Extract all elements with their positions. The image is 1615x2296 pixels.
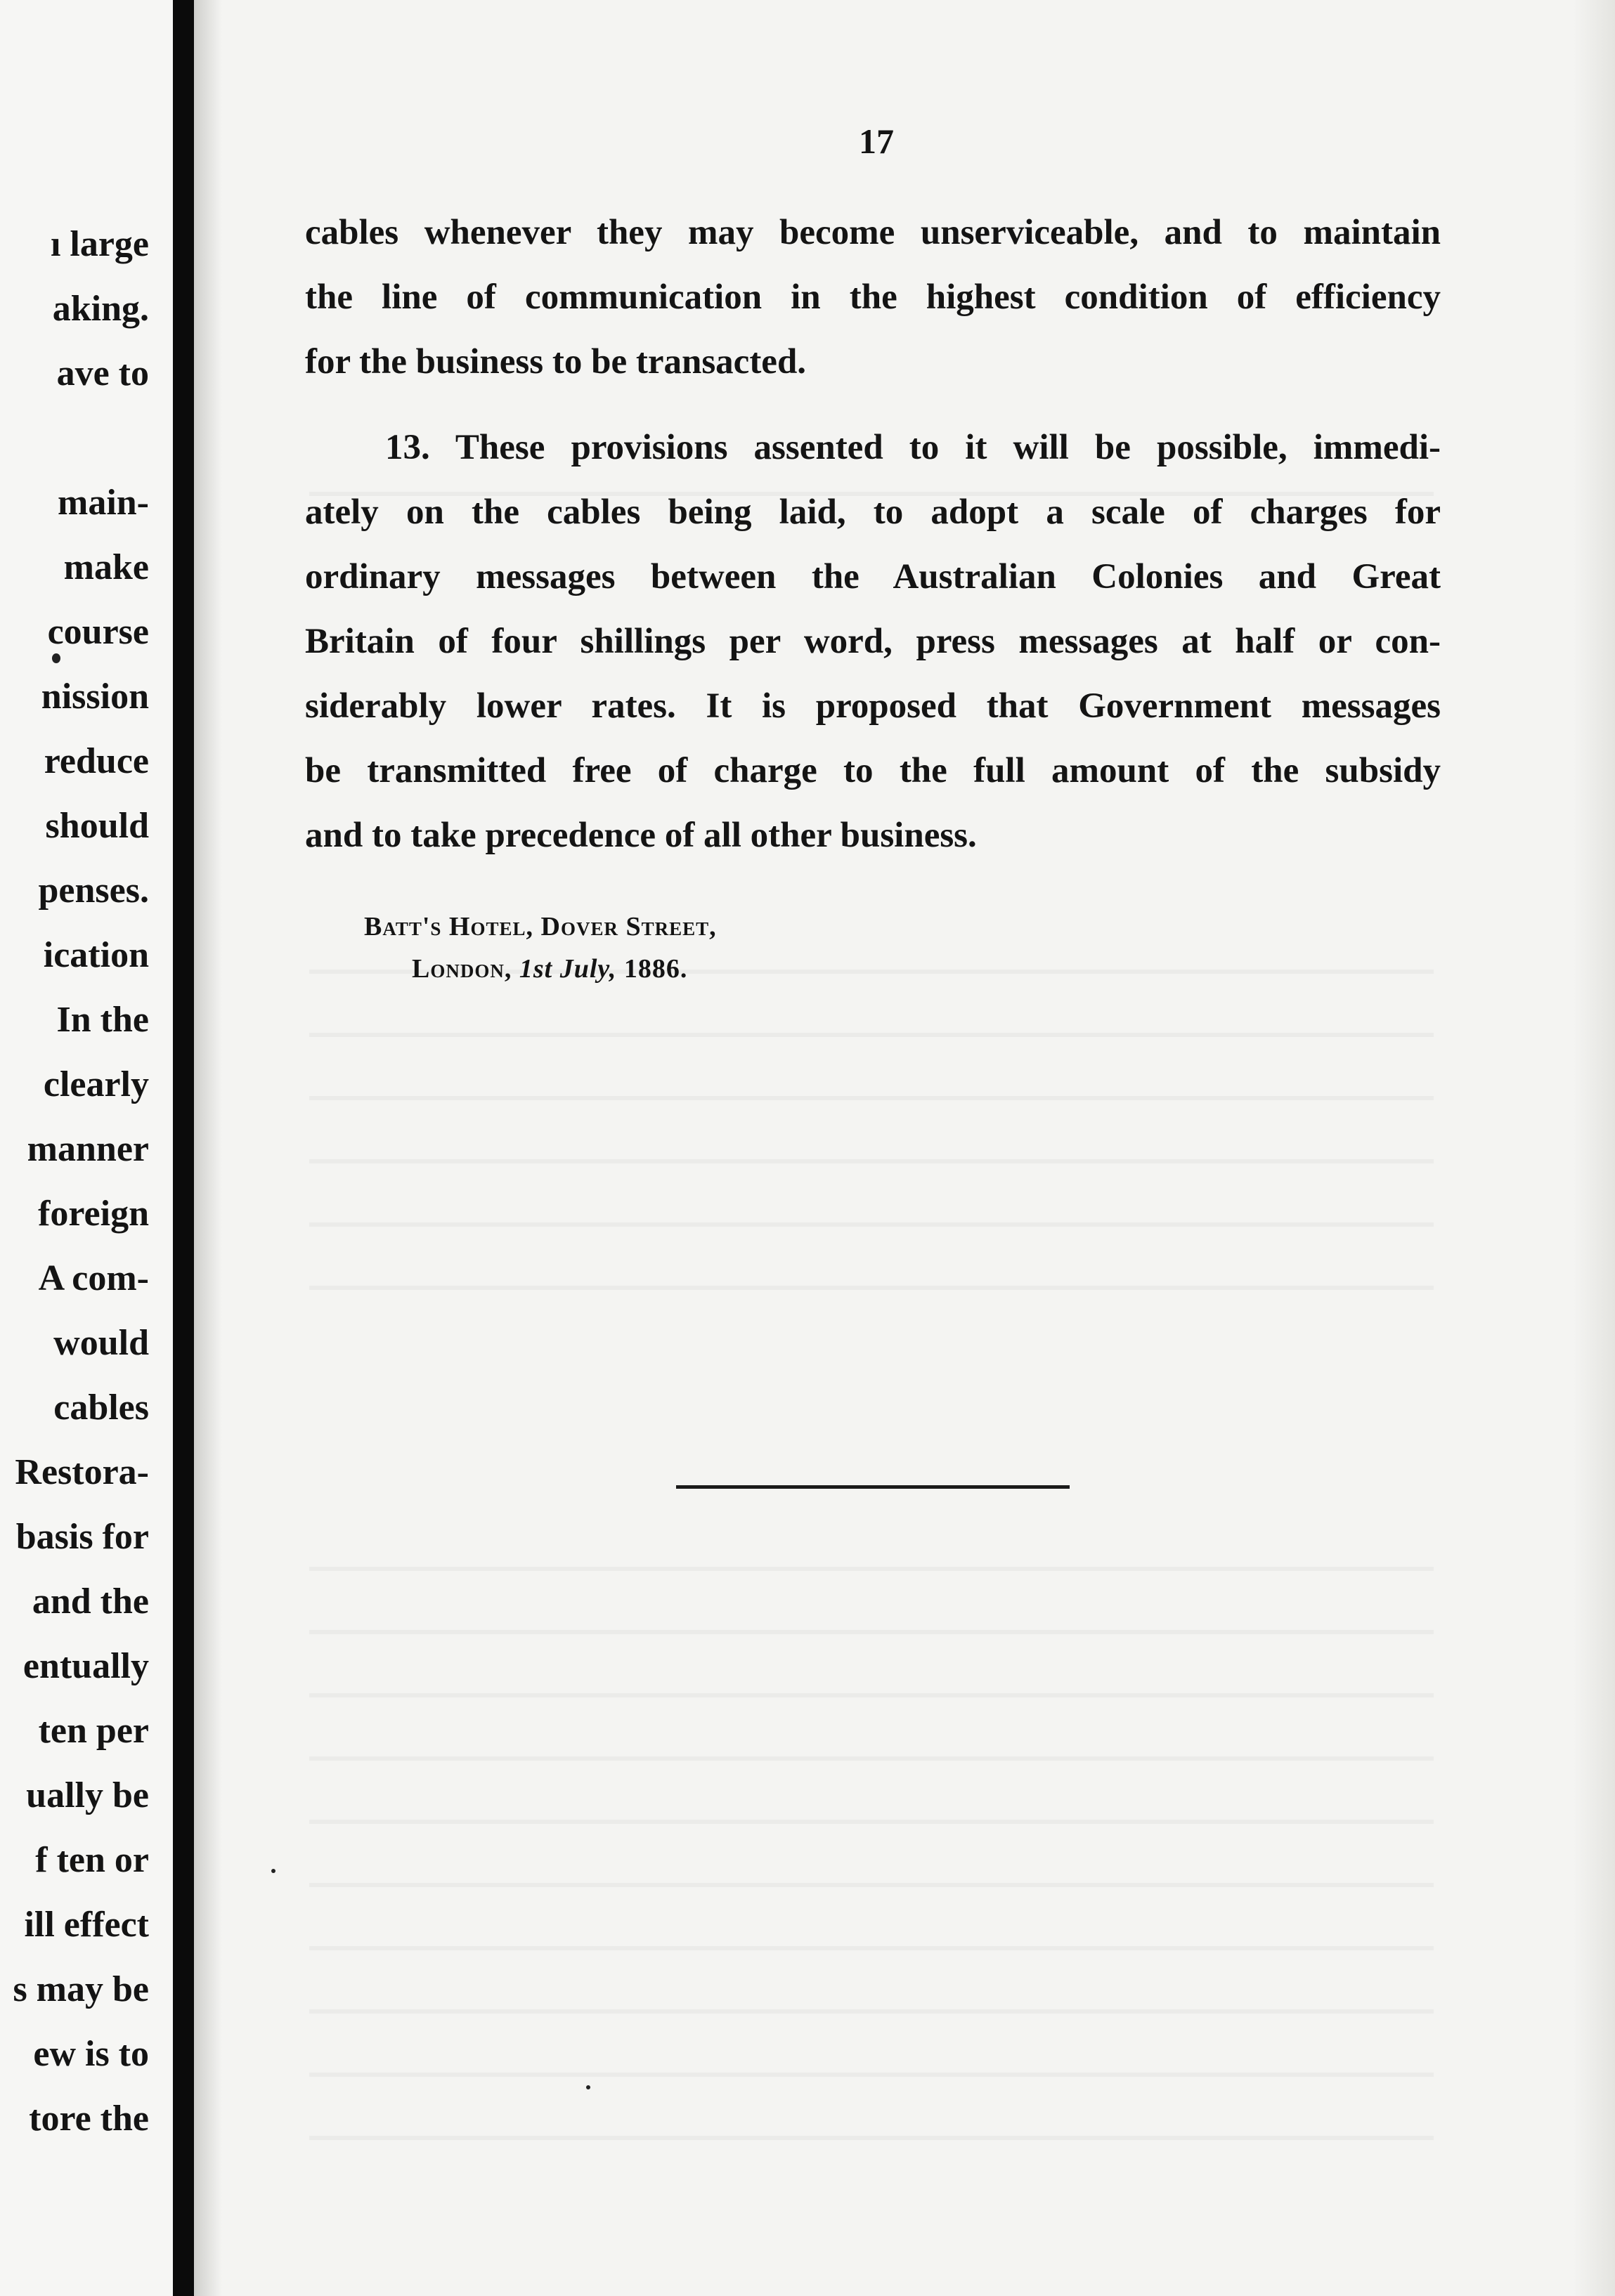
show-through xyxy=(309,2073,1434,2077)
facing-page-line: entually xyxy=(22,1646,149,1686)
facing-page-line: Restora- xyxy=(15,1452,149,1492)
signature-city: London, xyxy=(412,954,512,984)
text-line: ordinary messages between the Australian Colonies and Great xyxy=(305,557,1441,596)
show-through xyxy=(309,1159,1434,1163)
facing-page-line: foreign xyxy=(38,1194,149,1234)
show-through xyxy=(309,2009,1434,2014)
facing-page-line: ten per xyxy=(38,1711,149,1751)
facing-page-line: and the xyxy=(32,1581,149,1622)
page-edge-shadow xyxy=(1573,0,1615,2296)
facing-page-line: ı large xyxy=(50,224,149,264)
facing-page-fragment xyxy=(0,0,173,2296)
facing-page-line: manner xyxy=(27,1129,149,1169)
facing-page-line: aking. xyxy=(52,289,149,329)
facing-page-line: clearly xyxy=(43,1064,149,1104)
facing-page-line: penses. xyxy=(38,870,149,911)
text-line: be transmitted free of charge to the full amount of the subsidy xyxy=(305,751,1441,790)
page-number: 17 xyxy=(859,122,894,161)
text-line: for the business to be transacted. xyxy=(305,342,807,381)
show-through xyxy=(309,1286,1434,1290)
show-through xyxy=(309,2136,1434,2140)
text-line: and to take precedence of all other business. xyxy=(305,816,977,855)
facing-page-line: cables xyxy=(53,1388,149,1428)
facing-page-line: basis for xyxy=(15,1517,149,1557)
facing-page-line: In the xyxy=(56,1000,149,1040)
show-through xyxy=(309,1820,1434,1824)
ink-speck xyxy=(271,1869,275,1873)
facing-page-line: main- xyxy=(58,483,149,523)
signature-place-date xyxy=(412,955,687,982)
text-line: ately on the cables being laid, to adopt a scale of charges for xyxy=(305,493,1441,532)
facing-page-line: ave to xyxy=(56,353,149,393)
text-line: siderably lower rates. It is proposed that Government messages xyxy=(305,686,1441,726)
show-through xyxy=(309,1033,1434,1037)
binding-gutter xyxy=(173,0,194,2296)
text-line: Britain of four shillings per word, press messages at half or con- xyxy=(305,622,1441,661)
facing-page-line: ually be xyxy=(26,1775,149,1815)
facing-page-line: course xyxy=(47,612,149,652)
text-line: the line of communication in the highest condition of efficiency xyxy=(305,278,1441,317)
facing-page-line: ill effect xyxy=(24,1905,149,1945)
text-line: 13. These provisions assented to it will be possible, immedi- xyxy=(385,428,1441,467)
signature-month: July, xyxy=(559,954,617,984)
facing-page-line: A com- xyxy=(38,1258,149,1298)
show-through xyxy=(309,1096,1434,1100)
text-line: cables whenever they may become unserviceable, and to maintain xyxy=(305,213,1441,252)
facing-page-line: make xyxy=(63,547,149,587)
facing-page-line: tore the xyxy=(29,2099,149,2139)
facing-page-line: s may be xyxy=(13,1969,149,2009)
show-through xyxy=(309,1222,1434,1227)
facing-page-line: ew is to xyxy=(33,2034,149,2074)
show-through xyxy=(309,1883,1434,1887)
facing-page-line: f ten or xyxy=(35,1840,149,1880)
gutter-shadow xyxy=(194,0,222,2296)
signature-day: 1st xyxy=(519,954,553,984)
section-rule xyxy=(676,1485,1070,1489)
show-through xyxy=(309,1693,1434,1697)
show-through xyxy=(309,1756,1434,1761)
facing-page-line: reduce xyxy=(44,741,149,781)
facing-page-line: would xyxy=(53,1323,149,1363)
show-through xyxy=(309,1567,1434,1571)
signature-address: Batt's Hotel, Dover Street, xyxy=(364,912,717,941)
ink-speck xyxy=(52,653,60,663)
signature-year: 1886. xyxy=(623,954,688,984)
facing-page-line: ication xyxy=(43,935,149,975)
facing-page-line: should xyxy=(45,806,149,846)
facing-page-line: nission xyxy=(41,677,149,717)
ink-speck xyxy=(586,2085,590,2089)
show-through xyxy=(309,1630,1434,1634)
show-through xyxy=(309,1946,1434,1950)
